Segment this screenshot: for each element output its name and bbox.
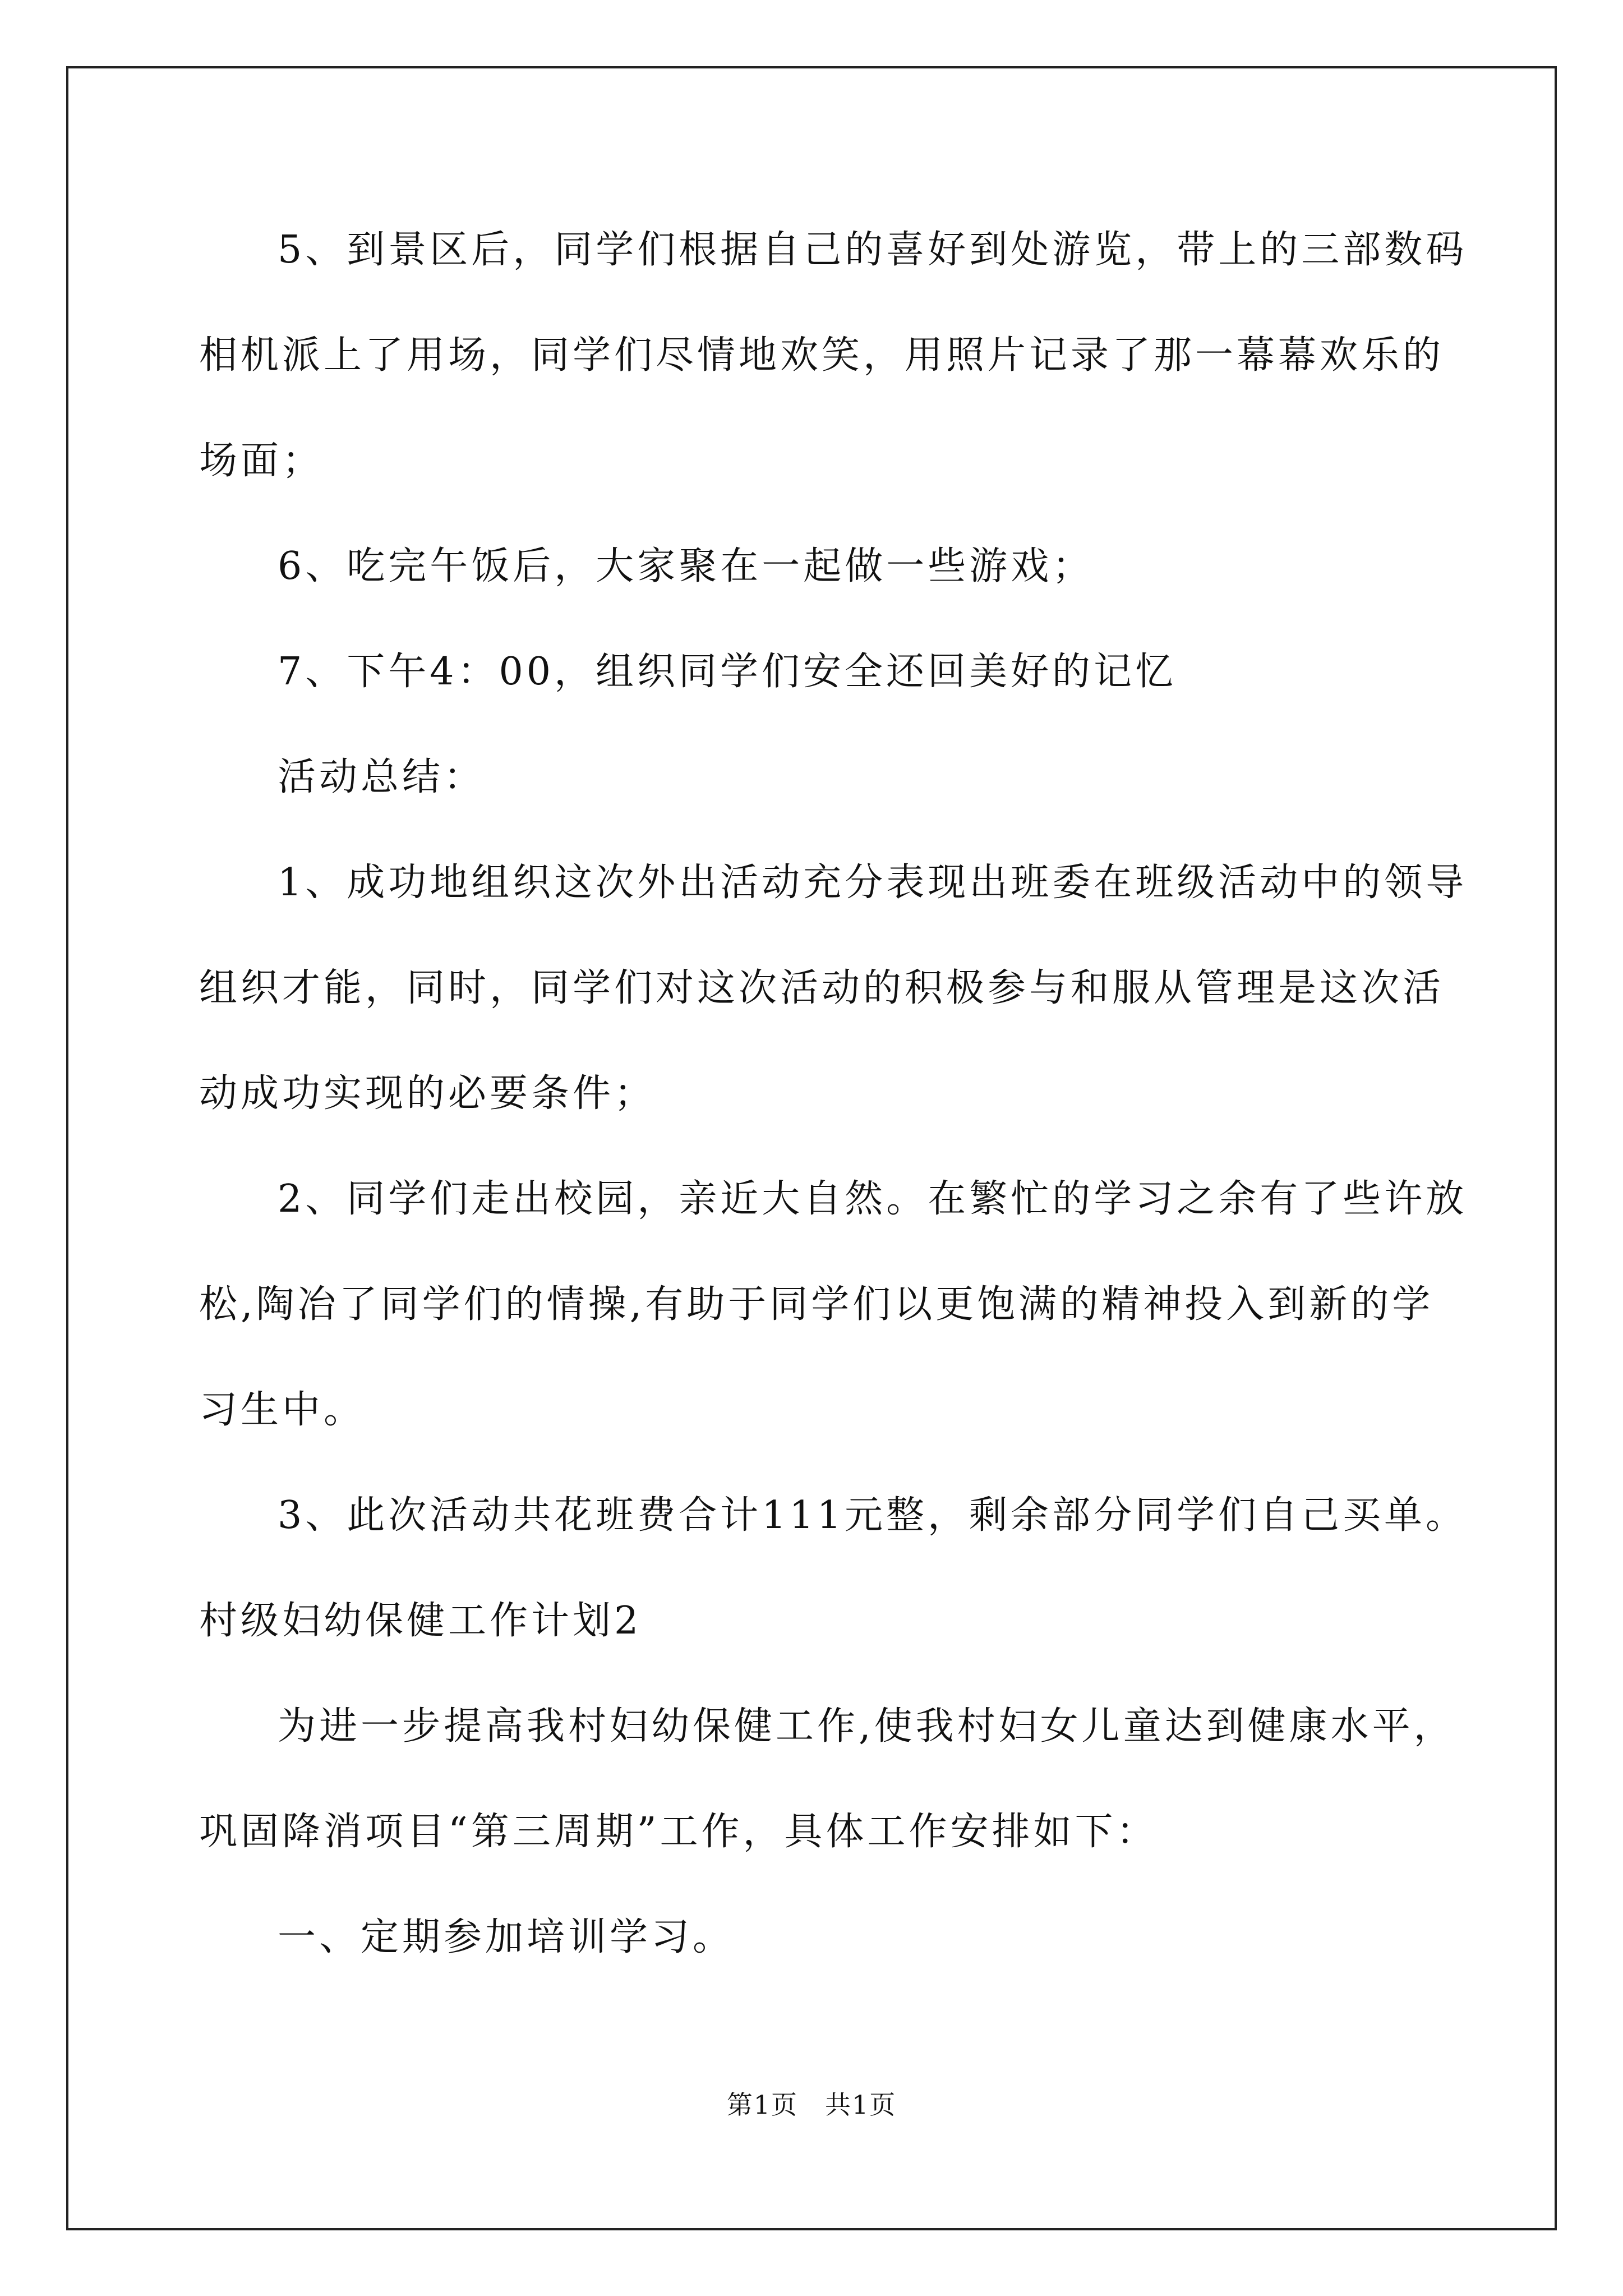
page-number-footer: 第1页 共1页 xyxy=(726,2090,897,2120)
paragraph-line: 动成功实现的必要条件； xyxy=(199,1071,656,1116)
paragraph-line: 为进一步提高我村妇幼保健工作,使我村妇女儿童达到健康水平， xyxy=(278,1704,1455,1749)
paragraph-line: 3、此次活动共花班费合计111元整，剩余部分同学们自己买单。 xyxy=(278,1493,1468,1538)
paragraph-line: 相机派上了用场，同学们尽情地欢笑，用照片记录了那一幕幕欢乐的 xyxy=(199,333,1445,378)
page-border xyxy=(66,66,1557,2230)
paragraph-line: 巩固降消项目“第三周期”工作，具体工作安排如下： xyxy=(199,1810,1158,1854)
paragraph-line: 松,陶冶了同学们的情操,有助于同学们以更饱满的精神投入到新的学 xyxy=(199,1282,1434,1327)
paragraph-line: 6、吃完午饭后，大家聚在一起做一些游戏； xyxy=(278,544,1094,588)
paragraph-line: 1、成功地组织这次外出活动充分表现出班委在班级活动中的领导 xyxy=(278,861,1468,905)
paragraph-line: 2、同学们走出校园，亲近大自然。在繁忙的学习之余有了些许放 xyxy=(278,1177,1468,1221)
paragraph-line: 5、到景区后，同学们根据自己的喜好到处游览，带上的三部数码 xyxy=(278,228,1468,272)
paragraph-line: 习生中。 xyxy=(199,1388,366,1432)
paragraph-line: 组织才能，同时，同学们对这次活动的积极参与和服从管理是这次活 xyxy=(199,966,1445,1010)
paragraph-line: 场面； xyxy=(199,439,324,483)
section-heading: 一、定期参加培训学习。 xyxy=(278,1915,735,1959)
paragraph-line: 7、下午4：00，组织同学们安全还回美好的记忆 xyxy=(278,650,1177,694)
section-heading: 活动总结： xyxy=(278,755,486,799)
document-title: 村级妇幼保健工作计划2 xyxy=(199,1599,642,1643)
